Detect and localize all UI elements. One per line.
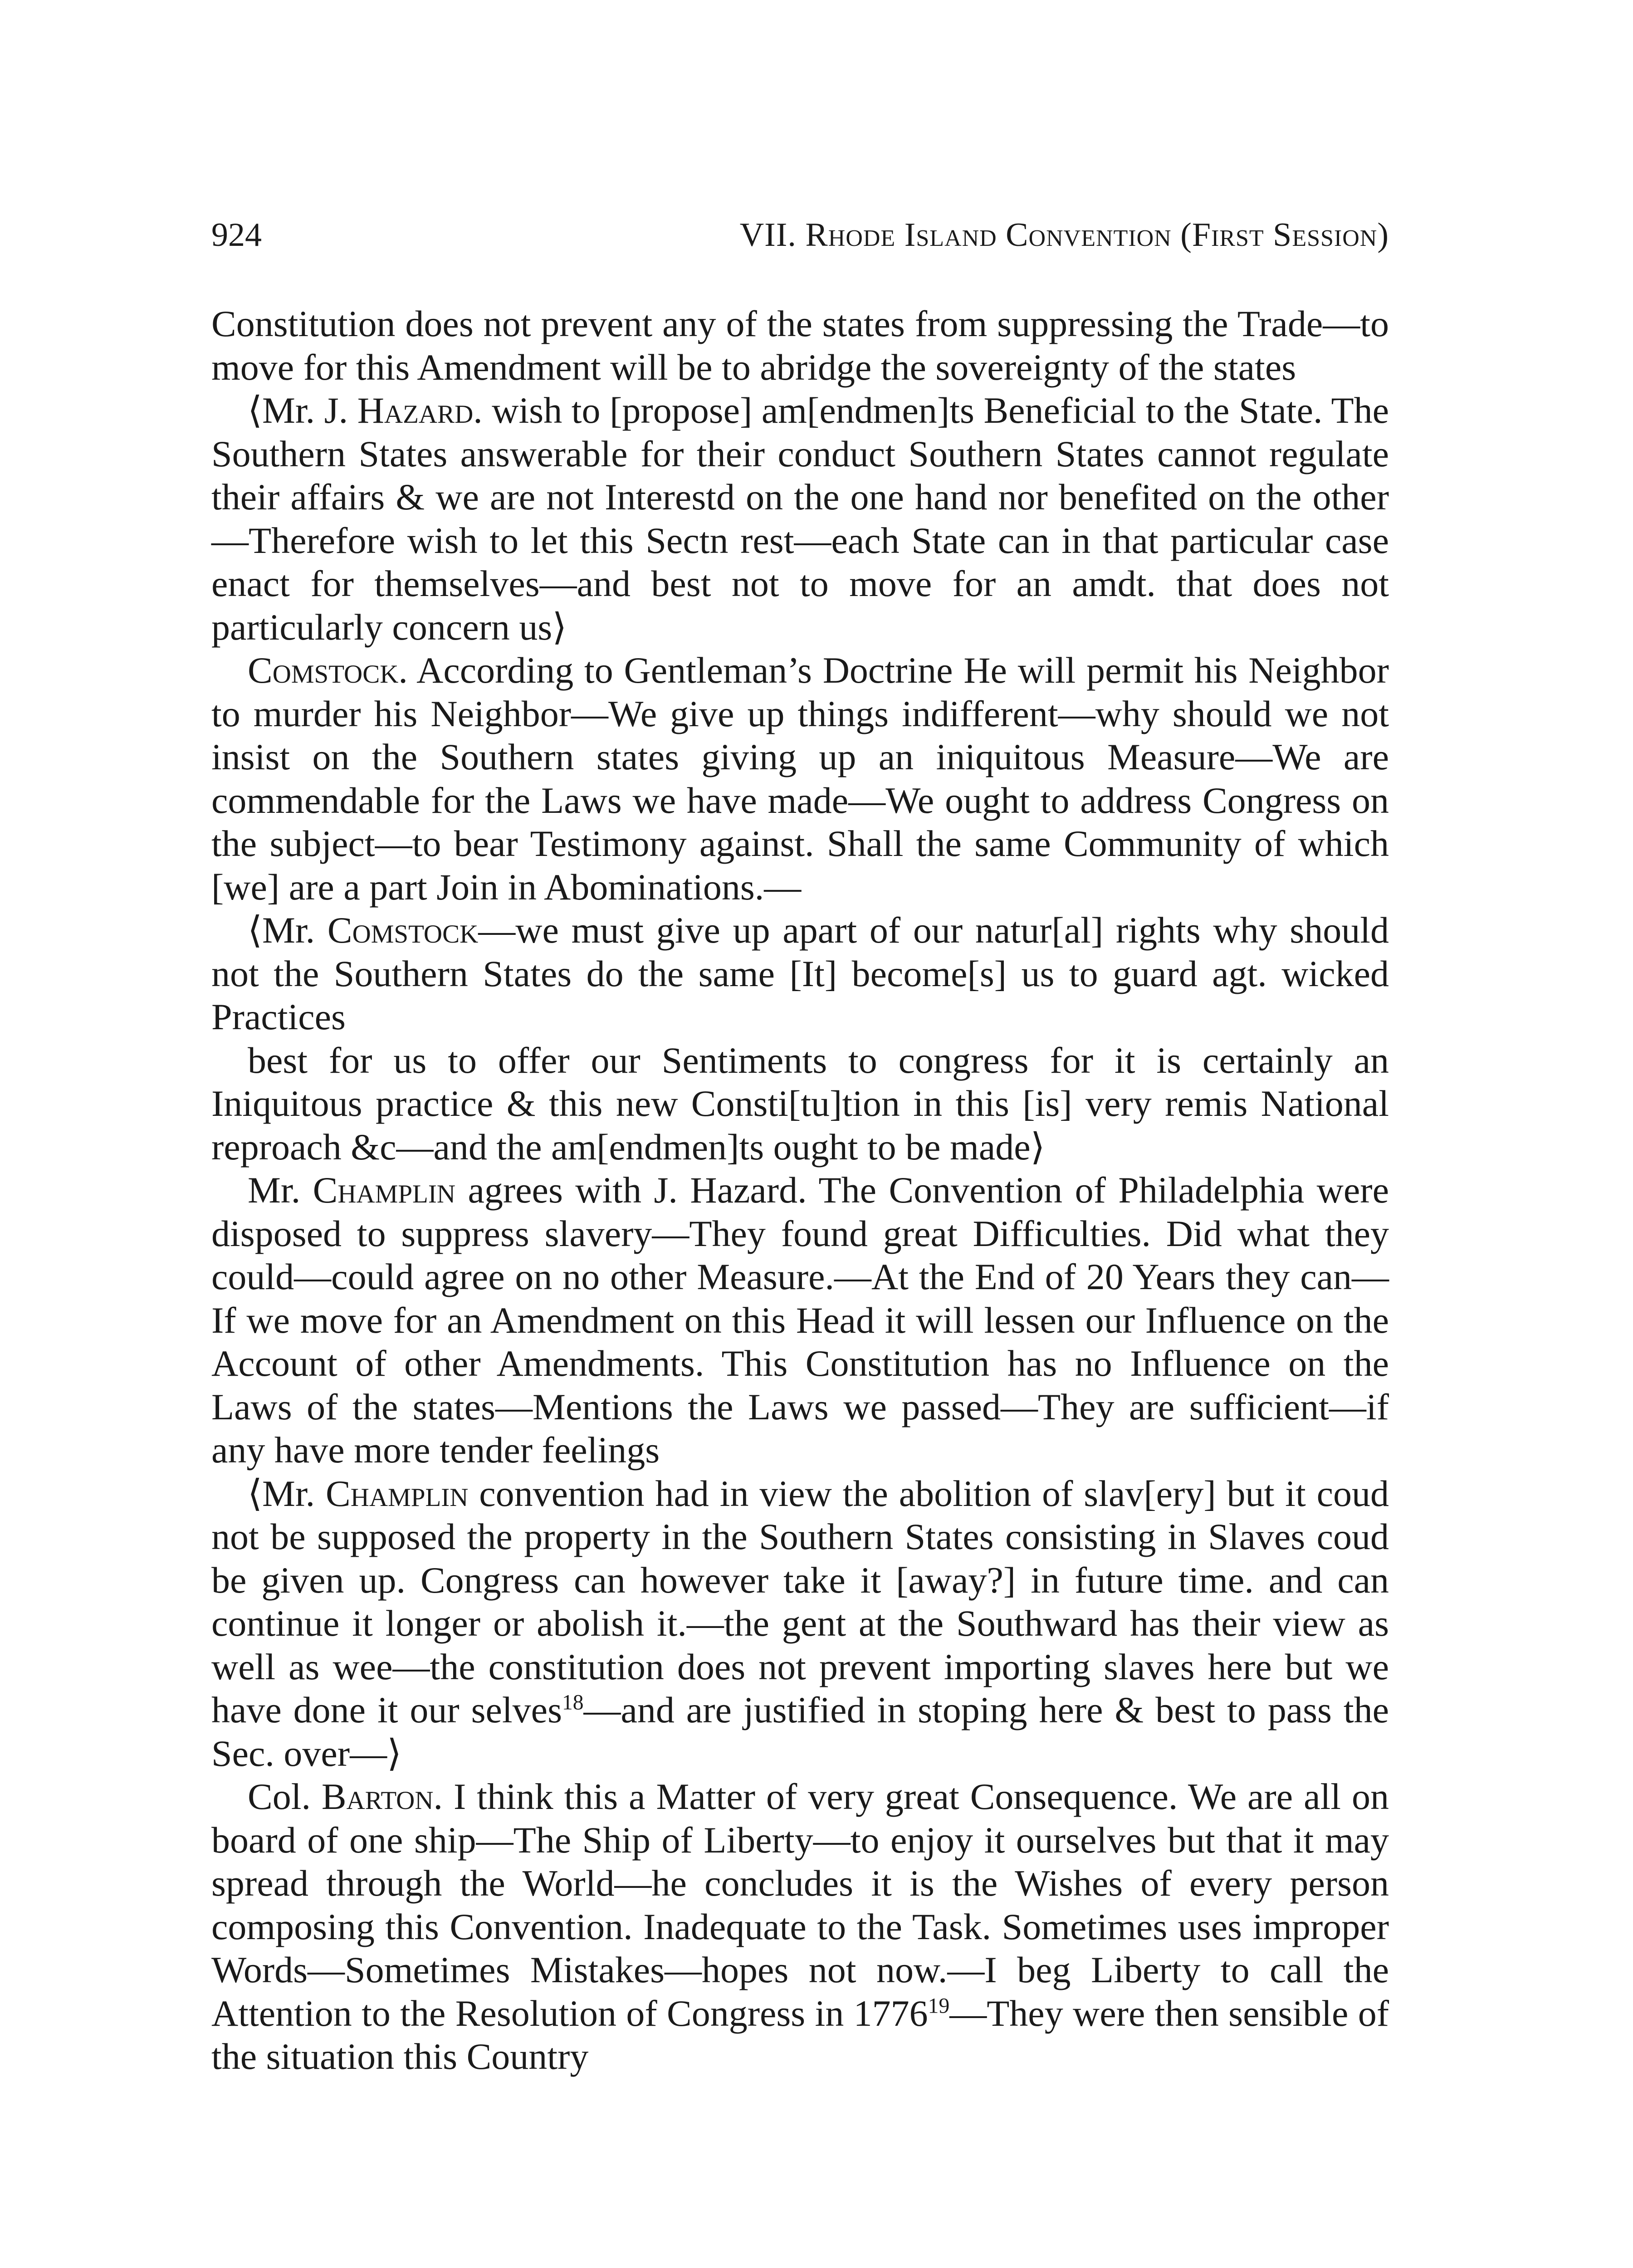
paragraph-text: Constitution does not prevent any of the states from suppressing the Trade—to move for this Amendment will be to abridge the sovereignty of the states: [211, 303, 1389, 388]
paragraph-6: [211, 1472, 1389, 1775]
paragraph-text: best for us to offer our Sentiments to congress for it is certainly an Iniquitous practice & this new Consti[tu]tion in this [is] very remis National reproach &c—and the am[endmen]ts ought to be made⟩: [211, 1039, 1389, 1168]
paragraph-1: [211, 389, 1389, 649]
paragraph-lead: ⟨Mr.: [248, 390, 324, 431]
paragraph-3: [211, 909, 1389, 1039]
paragraph-tail: —and are justified in stoping here & best to pass the Sec. over—⟩: [211, 1689, 1389, 1774]
paragraph-0: [211, 302, 1389, 389]
paragraph-text: agrees with J. Hazard. The Convention of Philadelphia were disposed to suppress slavery—They found great Difficulties. Did what they could—could agree on no other Measure.—At the End of 20 Years they can—If we move for an Amendment on this Head it will lessen our Influence on the Account of other Amendments. This Constitution has no Influence on the Laws of the states—Mentions the Laws we passed—They are sufficient—if any have more tender feelings: [211, 1169, 1389, 1471]
footnote-reference: 19: [928, 1994, 950, 2018]
running-head: [211, 213, 1389, 257]
paragraph-2: [211, 649, 1389, 909]
paragraph-lead: ⟨Mr.: [248, 1472, 326, 1514]
paragraph-text: . I think this a Matter of very great Consequence. We are all on board of one ship—The Ship of Liberty—to enjoy it ourselves but that it may spread through the World—he concludes it is the Wishes of every person composing this Convention. Inadequate to the Task. Sometimes uses improper Words—Sometimes Mistakes—hopes not now.—I beg Liberty to call the Attention to the Resolution of Congress in 1776: [211, 1776, 1389, 2034]
paragraph-lead: Mr.: [248, 1169, 313, 1211]
paragraph-lead: Col.: [248, 1776, 322, 1817]
running-title: VII. Rhode Island Convention (First Session): [739, 216, 1389, 254]
body-text: [211, 302, 1389, 2078]
paragraph-text: . wish to [propose] am[endmen]ts Beneficial to the State. The Southern States answerable for their conduct Southern States cannot regulate their affairs & we are not Interestd on the one hand nor benefited on the other—Therefore wish to let this Sectn rest—each State can in that particular case enact for themselves—and best not to move for an amdt. that does not particularly concern us⟩: [211, 390, 1389, 648]
page-number: 924: [211, 216, 262, 254]
footnote-reference: 18: [562, 1691, 584, 1715]
paragraph-lead: ⟨Mr.: [248, 909, 328, 951]
speaker-name: J. Hazard: [324, 390, 474, 431]
paragraph-text: . According to Gentleman’s Doctrine He will permit his Neighbor to murder his Neighbor—We give up things indifferent—why should we not insist on the Southern states giving up an iniquitous Measure—We are commendable for the Laws we have made—We ought to address Congress on the subject—to bear Testimony against. Shall the same Community of which [we] are a part Join in Abominations.—: [211, 650, 1389, 908]
page: [211, 213, 1389, 2078]
speaker-name: Comstock: [248, 650, 399, 691]
paragraph-7: [211, 1775, 1389, 2078]
speaker-name: Barton: [321, 1776, 434, 1817]
speaker-name: Comstock: [327, 909, 479, 951]
paragraph-text: convention had in view the abolition of slav[ery] but it coud not be supposed the property in the Southern States consisting in Slaves coud be given up. Congress can however take it [away?] in future time. and can continue it longer or abolish it.—the gent at the Southward has their view as well as wee—the constitution does not prevent importing slaves here but we have done it our selves: [211, 1472, 1389, 1730]
paragraph-5: [211, 1168, 1389, 1472]
speaker-name: Champlin: [313, 1169, 456, 1211]
speaker-name: Champlin: [326, 1472, 469, 1514]
paragraph-tail: —They were then sensible of the situation this Country: [211, 1992, 1389, 2077]
paragraph-4: [211, 1039, 1389, 1169]
paragraph-text: —we must give up apart of our natur[al] rights why should not the Southern States do the same [It] become[s] us to guard agt. wicked Practices: [211, 909, 1389, 1037]
